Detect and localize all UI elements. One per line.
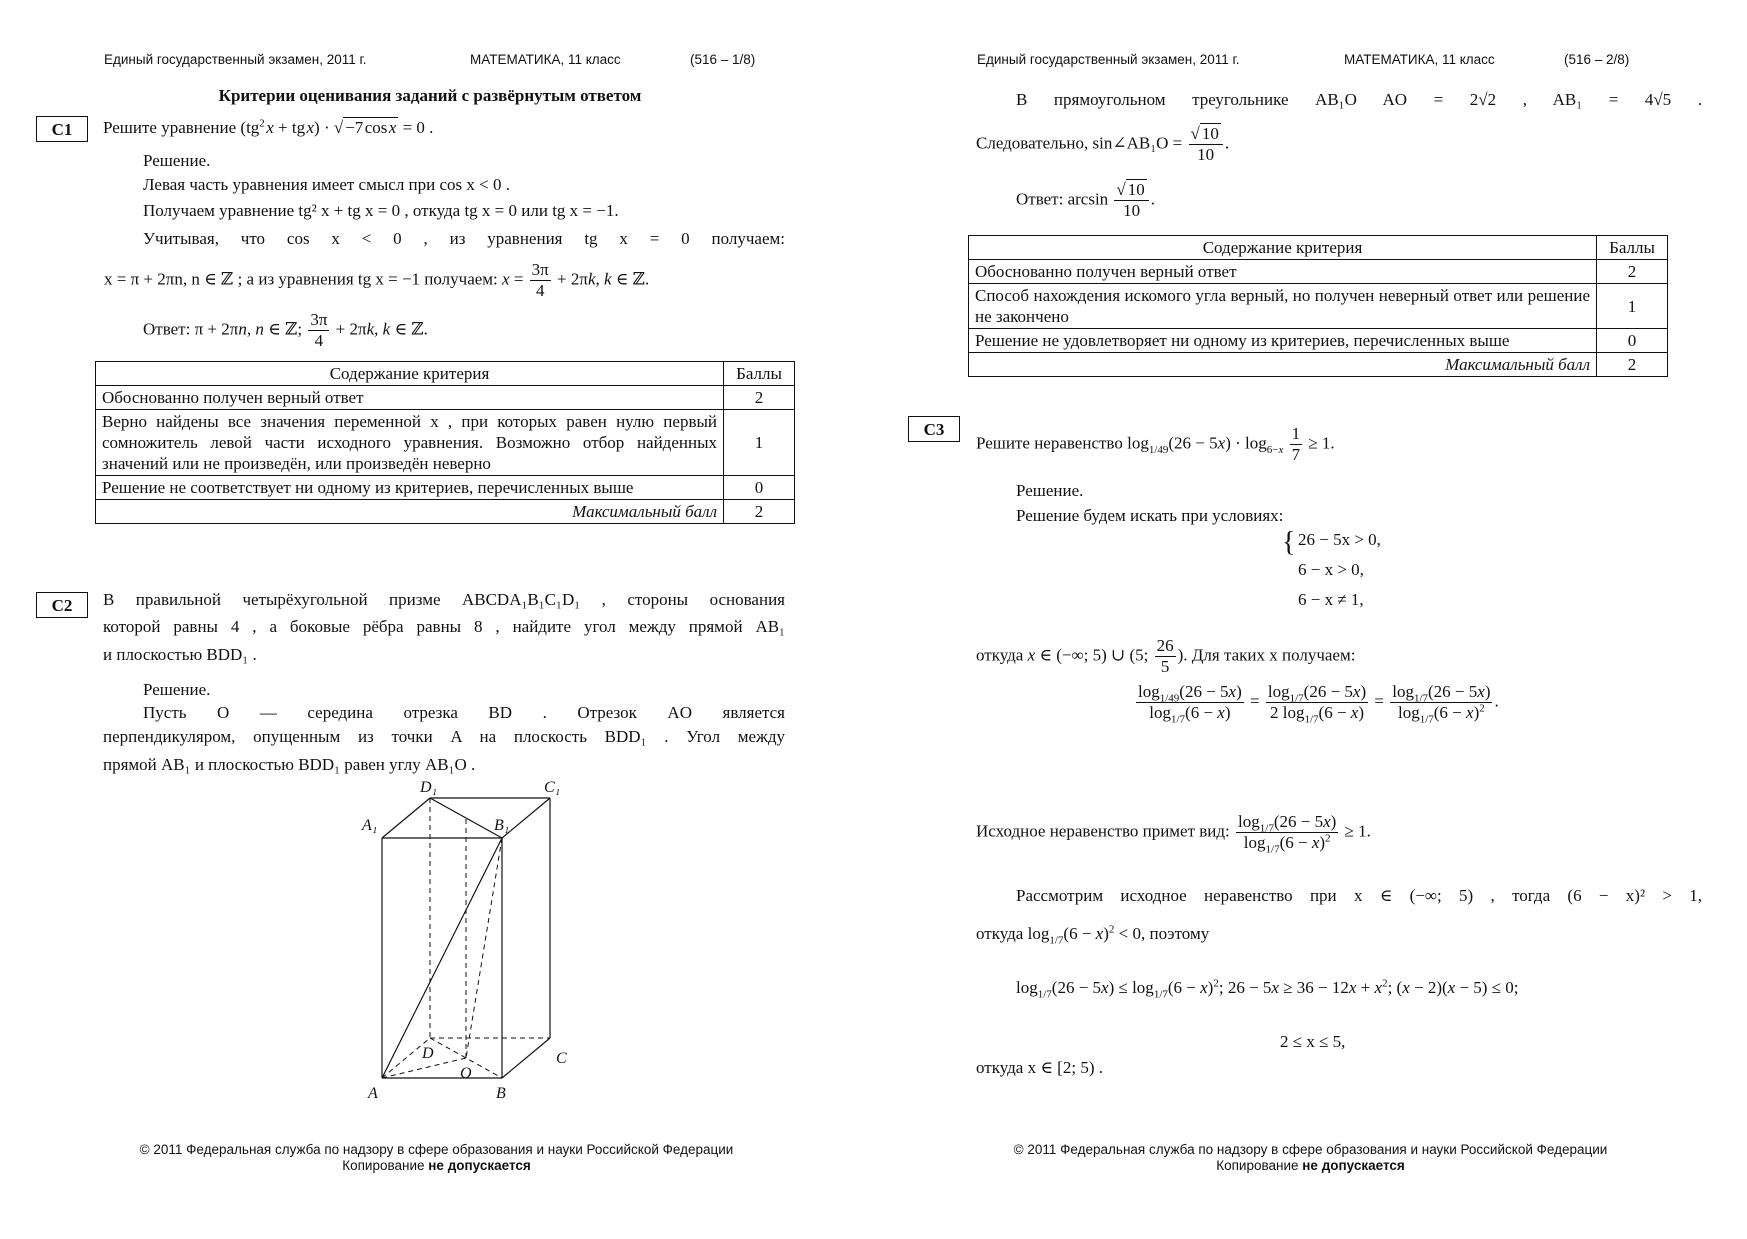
c2-table-row-points: 1: [1597, 284, 1668, 329]
page-left: [0, 0, 873, 1239]
c1-line4: x = π + 2πn, n ∈ ℤ ; а из уравнения tg x = −1 получаем: x = $\frac{3\pi}{4}$ + 2πk, k ∈ ℤ.: [104, 260, 650, 300]
vertex-label-c1: C₁: [544, 779, 561, 796]
vertex-label-d: D: [422, 1045, 434, 1062]
c3-whence-suffix: . Для таких x получаем:: [1183, 645, 1356, 665]
c2-criteria-table: [968, 235, 1668, 377]
header-subject: МАТЕМАТИКА, 11 класс: [470, 52, 621, 67]
vertex-label-b: B: [496, 1085, 506, 1102]
c3-solving-chain: $\log_{1/7}(26 - 5x) \le \log_{1/7}(6 - x)^2$; $26 - 5x \ge 36 - 12x + x^2$; (x − 2)(x − 5) ≤ 0;: [1016, 977, 1519, 1001]
c2-cont-answer-prefix: Ответ: arcsin: [1016, 189, 1109, 209]
c1-line1: Левая часть уравнения имеет смысл при cos x < 0 .: [143, 175, 511, 194]
c1-answer-prefix: Ответ:: [143, 319, 191, 339]
c2-solution-label: Решение.: [143, 680, 211, 699]
c2-solution-line3: прямой AB₁ и плоскостью BDD₁ равен углу AB₁O .: [103, 755, 476, 774]
c1-table-row-points: 0: [724, 476, 795, 500]
c2-statement-line2: которой равны 4 , а боковые рёбра равны 8 , найдите угол между прямой AB₁: [103, 617, 785, 636]
c1-table-row-text: Обоснованно получен верный ответ: [96, 386, 724, 410]
c2-table-row-text: Обоснованно получен верный ответ: [969, 260, 1597, 284]
header-subject: МАТЕМАТИКА, 11 класс: [1344, 52, 1495, 67]
c2-table-row-points: 2: [1597, 260, 1668, 284]
footer: [0, 1142, 873, 1174]
c3-consider-prefix: откуда: [976, 924, 1024, 943]
c2-cont-line2: Следовательно, sin∠AB₁O = $\frac{√ 10}{10}$ .: [976, 124, 1230, 164]
c1-answer: Ответ: π + 2πn, n ∈ ℤ; $\frac{3\pi}{4}$ + 2πk, k ∈ ℤ.: [143, 310, 428, 350]
task-label-c1: С1: [36, 116, 88, 142]
c2-statement-line3: и плоскостью BDD₁ .: [103, 645, 257, 664]
c1-table-max-label: Максимальный балл: [96, 500, 724, 524]
footer-copyright: © 2011 Федеральная служба по надзору в сфере образования и науки Российской Федерации: [139, 1142, 734, 1157]
edge-b-c: [502, 1038, 550, 1078]
c3-statement: Решите неравенство $\log_{1/49}(26 - 5x) \cdot \log_{6-x}$ $\frac{1}{7}$ ≥ 1.: [976, 424, 1335, 464]
c1-table-row-text: Верно найдены все значения переменной x , при которых равен нулю первый сомножитель левой части исходного уравнения. Возможно отбор найденных значений или не произведён, или произведён неверно: [96, 410, 724, 476]
c1-table-row-text: Решение не соответствует ни одному из критериев, перечисленных выше: [96, 476, 724, 500]
c3-condition: 6 − x ≠ 1,: [1298, 590, 1364, 609]
c1-table-row-points: 2: [724, 386, 795, 410]
c2-solution-line2: перпендикуляром, опущенным из точки A на плоскость BDD₁ . Угол между: [103, 727, 785, 746]
header-exam: Единый государственный экзамен, 2011 г.: [104, 52, 367, 67]
footer-copyright: © 2011 Федеральная служба по надзору в сфере образования и науки Российской Федерации: [1013, 1142, 1608, 1157]
c1-statement: Решите уравнение ($tg^2$ x + tg x) · √ −7 cos x = 0 .: [103, 117, 434, 137]
c2-table-head-points: Баллы: [1597, 236, 1668, 260]
c3-condition: 6 − x > 0,: [1298, 560, 1364, 579]
c2-table-head-criterion: Содержание критерия: [969, 236, 1597, 260]
vertex-label-c: C: [556, 1050, 567, 1067]
footer-copy-bold: не допускается: [1302, 1158, 1405, 1173]
footer-copy-prefix: Копирование: [1216, 1158, 1299, 1173]
c1-table-max-points: 2: [724, 500, 795, 524]
c1-criteria-table: [95, 361, 795, 524]
segment-b1o-hidden: [466, 838, 502, 1058]
c3-statement-prefix: Решите неравенство: [976, 433, 1123, 453]
footer-copy-prefix: Копирование: [342, 1158, 425, 1173]
c1-table-head-criterion: Содержание критерия: [96, 362, 724, 386]
c3-consider-line2: откуда $\log_{1/7}(6 - x)^2 < 0$, поэтому: [976, 923, 1210, 947]
c1-statement-prefix: Решите уравнение: [103, 118, 237, 137]
footer: [874, 1142, 1747, 1174]
vertex-label-a: A: [368, 1085, 378, 1102]
c3-log-transform: $\frac{\log_{1/49}(26 - 5x)}{\log_{1/7}(6 - x)}$ = $\frac{\log_{1/7}(26 - 5x)}{2 \log_{1/7}(6 - x)}$ = $\frac{\log_{1/7}(26 - 5x)}{\log_{1/7}(6 - x)^2}$ .: [1138, 682, 1499, 726]
c2-table-max-label: Максимальный балл: [969, 353, 1597, 377]
c2-table-max-points: 2: [1597, 353, 1668, 377]
c1-solution-label: Решение.: [143, 151, 211, 170]
vertex-label-o: O: [460, 1065, 472, 1082]
segment-ab1: [382, 838, 502, 1078]
c2-cont-line1: В прямоугольном треугольнике AB₁O AO = 2√2 , AB₁ = 4√5 .: [1016, 90, 1702, 109]
prism-figure: [360, 778, 580, 1108]
vertex-label-a1: A₁: [362, 817, 378, 834]
c3-final: откуда x ∈ [2; 5) .: [976, 1058, 1103, 1077]
page-right: [874, 0, 1747, 1239]
c3-consider-line1: Рассмотрим исходное неравенство при x ∈ (−∞; 5) , тогда (6 − x)² > 1,: [1016, 886, 1702, 905]
c1-line4-text: x = π + 2πn, n ∈ ℤ ; а из уравнения tg x = −1 получаем:: [104, 269, 498, 289]
c1-line2: Получаем уравнение tg² x + tg x = 0 , откуда tg x = 0 или tg x = −1.: [143, 201, 619, 220]
c1-table-row-points: 1: [724, 410, 795, 476]
header-exam: Единый государственный экзамен, 2011 г.: [977, 52, 1240, 67]
header-code: (516 – 1/8): [690, 52, 756, 67]
c3-ineq-intro: Исходное неравенство примет вид:: [976, 821, 1230, 841]
c2-table-row-text: Решение не удовлетворяет ни одному из критериев, перечисленных выше: [969, 329, 1597, 353]
c1-table-head-points: Баллы: [724, 362, 795, 386]
task-label-c2: С2: [36, 592, 88, 618]
c3-condition: 26 − 5x > 0,: [1298, 530, 1381, 549]
c2-table-row-points: 0: [1597, 329, 1668, 353]
c3-interval: 2 ≤ x ≤ 5,: [1280, 1032, 1346, 1051]
c2-table-row-text: Способ нахождения искомого угла верный, но получен неверный ответ или решение не закончено: [969, 284, 1597, 329]
footer-copy-line: [0, 1158, 873, 1174]
c3-whence: откуда x ∈ (−∞; 5) ∪ (5; $\frac{26}{5}$ ). Для таких x получаем:: [976, 636, 1356, 676]
c2-statement-line1: В правильной четырёхугольной призме ABCDA₁B₁C₁D₁ , стороны основания: [103, 590, 785, 609]
edge-a1-d1: [382, 798, 430, 838]
c3-whence-prefix: откуда: [976, 645, 1024, 665]
task-label-c3: С3: [908, 416, 960, 442]
c3-conditions-intro: Решение будем искать при условиях:: [1016, 506, 1284, 525]
header-code: (516 – 2/8): [1564, 52, 1630, 67]
c3-solution-label: Решение.: [1016, 481, 1084, 500]
c2-cont-line2-prefix: Следовательно, sin∠AB₁O =: [976, 133, 1183, 153]
c2-solution-line1: Пусть O — середина отрезка BD . Отрезок AO является: [143, 703, 785, 722]
vertex-label-d1: D₁: [420, 779, 438, 796]
vertex-label-b1: B₁: [494, 817, 510, 834]
c3-conditions-brace: {: [1282, 527, 1296, 558]
footer-copy-line: [874, 1158, 1747, 1174]
footer-copy-bold: не допускается: [428, 1158, 531, 1173]
c3-ineq: Исходное неравенство примет вид: $\frac{\log_{1/7}(26 - 5x)}{\log_{1/7}(6 - x)^2}$ ≥ 1.: [976, 812, 1371, 856]
page-title: Критерии оценивания заданий с развёрнутым ответом: [218, 86, 642, 105]
c2-cont-answer: Ответ: arcsin $\frac{√ 10}{10}$ .: [1016, 180, 1156, 220]
c3-consider-suffix: , поэтому: [1140, 924, 1210, 943]
c1-line3: Учитывая, что cos x < 0 , из уравнения tg x = 0 получаем:: [143, 229, 785, 248]
